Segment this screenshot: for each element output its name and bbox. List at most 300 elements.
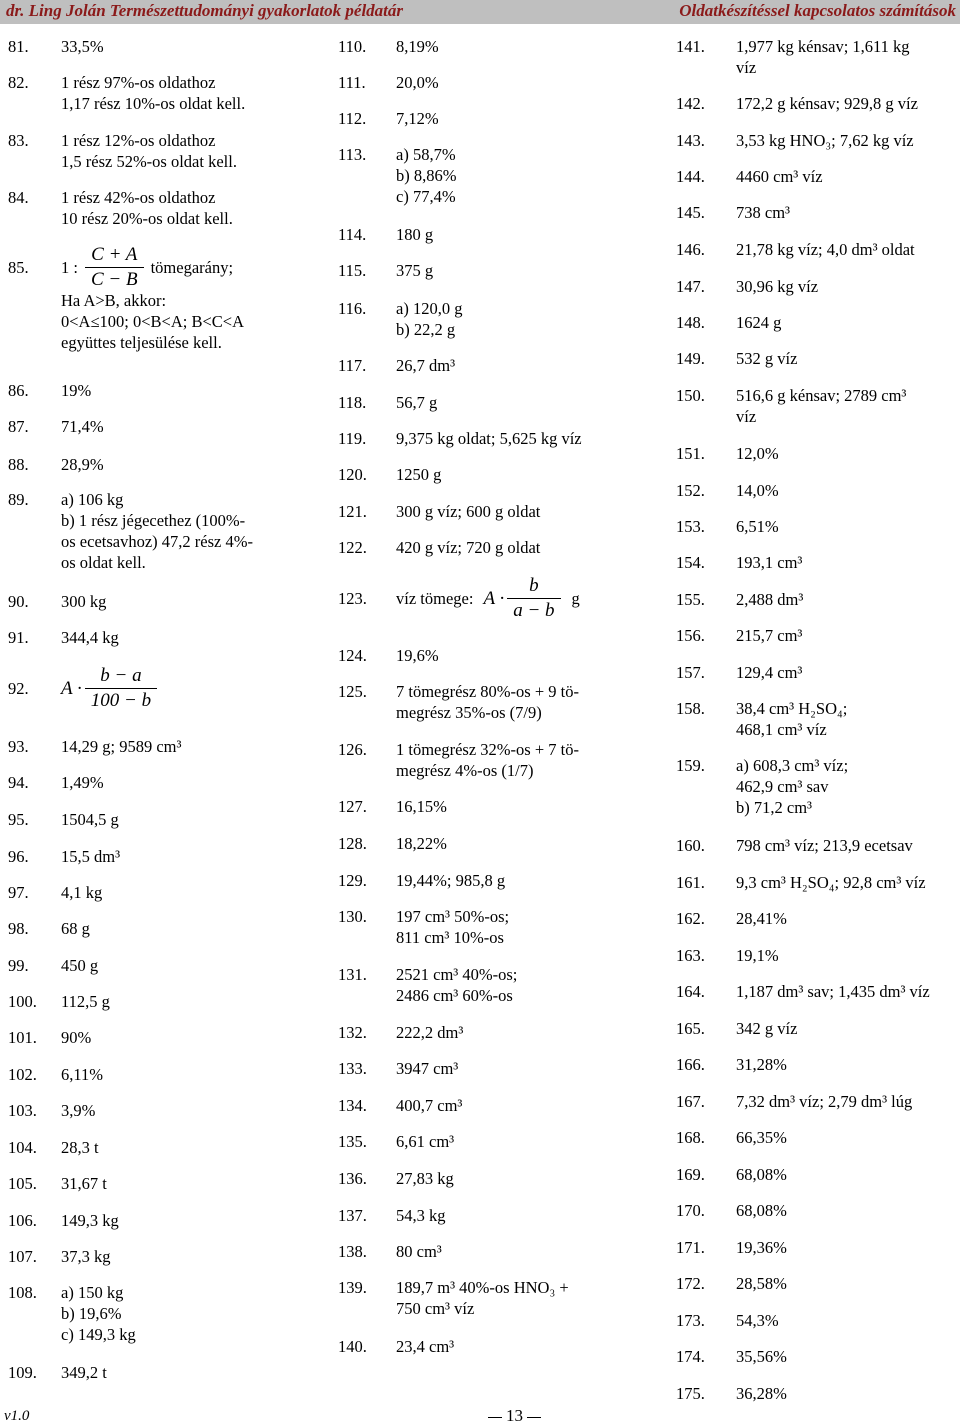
answer-item <box>676 1054 956 1075</box>
answer-line: a) 608,3 cm³ víz; <box>736 756 849 775</box>
answer-text <box>396 260 628 281</box>
answer-number: 86. <box>8 381 29 400</box>
answer-number: 118. <box>338 393 367 412</box>
answer-line: 215,7 cm³ <box>736 626 803 645</box>
answer-text <box>396 870 628 891</box>
answer-line: 516,6 g kénsav; 2789 cm³ <box>736 386 907 405</box>
answer-text <box>396 1058 628 1079</box>
answer-line: 1,5 rész 52%-os oldat kell. <box>61 152 237 171</box>
answer-line: megrész 35%-os (7/9) <box>396 703 542 722</box>
answer-text <box>396 392 628 413</box>
answer-text <box>736 276 956 297</box>
answer-text <box>736 1091 956 1112</box>
answer-text <box>61 454 308 475</box>
answer-number: 119. <box>338 429 367 448</box>
answer-item <box>676 443 956 464</box>
answer-text <box>61 991 308 1012</box>
answer-line: 1 rész 97%-os oldathoz <box>61 73 216 92</box>
answer-number: 83. <box>8 131 29 150</box>
answer-line: 462,9 cm³ sav <box>736 777 829 796</box>
answer-number: 166. <box>676 1055 705 1074</box>
answer-item <box>338 355 628 376</box>
answer-number: 168. <box>676 1128 705 1147</box>
answer-item <box>676 1018 956 1039</box>
answer-item <box>676 348 956 369</box>
answer-item <box>338 964 628 1006</box>
answer-item <box>8 380 308 401</box>
answer-number: 167. <box>676 1092 705 1111</box>
answer-item <box>338 870 628 891</box>
answer-text <box>396 1336 628 1357</box>
answer-number: 111. <box>338 73 366 92</box>
answer-number: 128. <box>338 834 367 853</box>
answer-item <box>676 1310 956 1331</box>
answer-item <box>676 872 956 893</box>
answer-line: 1 rész 12%-os oldathoz <box>61 131 216 150</box>
answer-line: 56,7 g <box>396 393 438 412</box>
answer-item <box>676 981 956 1002</box>
answer-number: 135. <box>338 1132 367 1151</box>
answer-number: 85. <box>8 257 29 277</box>
answer-item <box>338 681 628 723</box>
answer-item <box>676 945 956 966</box>
answer-number: 101. <box>8 1028 37 1047</box>
answer-item <box>676 312 956 333</box>
answer-item <box>8 1362 308 1383</box>
answer-item <box>338 501 628 522</box>
answer-text <box>61 1210 308 1231</box>
answer-line: 1 tömegrész 32%-os + 7 tö- <box>396 740 579 759</box>
answer-number: 82. <box>8 73 29 92</box>
answer-text <box>61 380 308 401</box>
answer-item <box>676 202 956 223</box>
answer-number: 96. <box>8 847 29 866</box>
answer-text <box>396 355 628 376</box>
answer-item <box>338 833 628 854</box>
answer-item <box>676 1273 956 1294</box>
answer-line: víz <box>736 407 757 426</box>
answer-text <box>736 166 956 187</box>
answer-item <box>338 224 628 245</box>
answer-number: 144. <box>676 167 705 186</box>
answer-text <box>396 1241 628 1262</box>
answer-number: 141. <box>676 37 705 56</box>
answer-number: 95. <box>8 810 29 829</box>
answer-item <box>338 464 628 485</box>
answer-item <box>8 918 308 939</box>
answer-item <box>338 144 628 207</box>
answer-text <box>736 1018 956 1039</box>
fraction-numerator: b <box>529 575 539 596</box>
answer-line: 30,96 kg víz <box>736 277 819 296</box>
answer-number: 146. <box>676 240 705 259</box>
answer-line: 3,53 kg HNO₃; 7,62 kg víz <box>736 131 914 150</box>
answer-item <box>338 260 628 281</box>
answer-line: 16,15% <box>396 797 447 816</box>
answer-text <box>396 144 628 207</box>
answer-number: 151. <box>676 444 705 463</box>
answer-item <box>8 36 308 57</box>
answer-number: 123. <box>338 588 367 608</box>
answer-line: 6,61 cm³ <box>396 1132 455 1151</box>
answer-line: 197 cm³ 50%-os; <box>396 907 510 926</box>
answer-text <box>396 681 628 723</box>
answer-number: 152. <box>676 481 705 500</box>
answer-text <box>61 1173 308 1194</box>
answer-line: 36,28% <box>736 1384 787 1403</box>
answer-line: 28,9% <box>61 455 104 474</box>
answer-item <box>676 662 956 683</box>
answer-line: 1 rész 42%-os oldathoz <box>61 188 216 207</box>
answer-text <box>61 1064 308 1085</box>
answer-line: 38,4 cm³ H₂SO₄; <box>736 699 848 718</box>
formula-unit: g <box>571 588 580 608</box>
answer-text <box>61 591 308 612</box>
answer-item <box>8 187 308 229</box>
answer-number: 107. <box>8 1247 37 1266</box>
answer-number: 156. <box>676 626 705 645</box>
answer-item <box>676 239 956 260</box>
answer-line: 750 cm³ víz <box>396 1299 475 1318</box>
answer-text <box>396 964 628 1006</box>
answer-number: 89. <box>8 490 29 509</box>
answer-item <box>676 516 956 537</box>
answer-item <box>338 392 628 413</box>
answer-line: 12,0% <box>736 444 779 463</box>
answer-number: 122. <box>338 538 367 557</box>
answer-number: 120. <box>338 465 367 484</box>
answer-line: 28,58% <box>736 1274 787 1293</box>
answer-line: 7,32 dm³ víz; 2,79 dm³ lúg <box>736 1092 913 1111</box>
answer-item <box>338 108 628 129</box>
answer-line: a) 150 kg <box>61 1283 124 1302</box>
answer-line: b) 71,2 cm³ <box>736 798 812 817</box>
answer-item-123 <box>338 574 580 623</box>
answer-line: 14,0% <box>736 481 779 500</box>
answer-item <box>676 1237 956 1258</box>
answer-line: 68 g <box>61 919 90 938</box>
answer-line: 9,3 cm³ H₂SO₄; 92,8 cm³ víz <box>736 873 926 892</box>
answer-line: 189,7 m³ 40%-os HNO₃ + <box>396 1278 569 1297</box>
answer-text <box>61 1137 308 1158</box>
answer-line: 19% <box>61 381 92 400</box>
answer-line: 193,1 cm³ <box>736 553 803 572</box>
answer-line: 6,51% <box>736 517 779 536</box>
answer-number: 131. <box>338 965 367 984</box>
answer-item <box>8 489 308 573</box>
formula-lead: A · <box>61 677 82 699</box>
answer-number: 157. <box>676 663 705 682</box>
answer-text <box>396 298 628 340</box>
answer-line: 2521 cm³ 40%-os; <box>396 965 518 984</box>
answer-line: 468,1 cm³ víz <box>736 720 827 739</box>
answer-item <box>8 130 308 172</box>
answer-number: 154. <box>676 553 705 572</box>
answer-line: 54,3% <box>736 1311 779 1330</box>
answer-item <box>8 1027 308 1048</box>
answer-text <box>736 36 956 78</box>
answer-item <box>338 1205 628 1226</box>
answer-text <box>736 1237 956 1258</box>
answer-text <box>61 36 308 57</box>
answer-item <box>338 537 628 558</box>
answer-text <box>61 736 308 757</box>
answer-line: 342 g víz <box>736 1019 798 1038</box>
answer-line: 2,488 dm³ <box>736 590 804 609</box>
answer-item <box>676 1200 956 1221</box>
answer-line: os oldat kell. <box>61 553 146 572</box>
answer-number: 170. <box>676 1201 705 1220</box>
answer-text <box>736 1054 956 1075</box>
answer-number: 130. <box>338 907 367 926</box>
answer-line: 26,7 dm³ <box>396 356 456 375</box>
answer-text <box>736 662 956 683</box>
answer-text <box>396 36 628 57</box>
answer-number: 138. <box>338 1242 367 1261</box>
answer-number: 81. <box>8 37 29 56</box>
answer-line: 20,0% <box>396 73 439 92</box>
answer-text <box>736 872 956 893</box>
answer-line: 300 kg <box>61 592 107 611</box>
answer-number: 173. <box>676 1311 705 1330</box>
answer-number: 160. <box>676 836 705 855</box>
answer-text <box>396 739 628 781</box>
answer-number: 174. <box>676 1347 705 1366</box>
answer-text <box>736 589 956 610</box>
answer-line: c) 149,3 kg <box>61 1325 136 1344</box>
answer-line: 1,187 dm³ sav; 1,435 dm³ víz <box>736 982 930 1001</box>
answer-line: Ha A>B, akkor: <box>61 291 167 310</box>
answer-item <box>8 809 308 830</box>
answer-line: 2486 cm³ 60%-os <box>396 986 513 1005</box>
answer-text <box>736 312 956 333</box>
answer-line: 54,3 kg <box>396 1206 446 1225</box>
answer-line: 15,5 dm³ <box>61 847 121 866</box>
answer-text <box>736 908 956 929</box>
answer-number: 109. <box>8 1363 37 1382</box>
footer-version: v1.0 <box>4 1408 30 1424</box>
answer-line: 28,41% <box>736 909 787 928</box>
answer-line: 1504,5 g <box>61 810 119 829</box>
answer-item <box>8 72 308 114</box>
answer-text <box>61 918 308 939</box>
answer-text <box>396 645 628 666</box>
answer-number: 87. <box>8 417 29 436</box>
answer-number: 133. <box>338 1059 367 1078</box>
answer-item <box>676 276 956 297</box>
answer-number: 108. <box>8 1283 37 1302</box>
answer-line: 18,22% <box>396 834 447 853</box>
answer-text <box>396 1168 628 1189</box>
answer-number: 93. <box>8 737 29 756</box>
answer-item <box>338 796 628 817</box>
answer-number: 143. <box>676 131 705 150</box>
answer-number: 147. <box>676 277 705 296</box>
answer-text <box>61 416 308 437</box>
answer-item <box>676 835 956 856</box>
ratio-prefix: 1 : <box>61 257 78 277</box>
answer-text <box>396 428 628 449</box>
answer-item <box>338 906 628 948</box>
answer-item <box>338 72 628 93</box>
answer-line: 222,2 dm³ <box>396 1023 464 1042</box>
answer-item <box>676 166 956 187</box>
answer-item <box>8 1064 308 1085</box>
answer-line: megrész 4%-os (1/7) <box>396 761 534 780</box>
answer-line: 21,78 kg víz; 4,0 dm³ oldat <box>736 240 915 259</box>
answer-text <box>736 385 956 427</box>
answer-line: 6,11% <box>61 1065 104 1084</box>
answer-text <box>61 882 308 903</box>
answer-line: 450 g <box>61 956 99 975</box>
answer-line: 66,35% <box>736 1128 787 1147</box>
answer-item <box>676 1346 956 1367</box>
answer-item-85 <box>8 243 308 353</box>
answer-text <box>736 1273 956 1294</box>
answer-line: 798 cm³ víz; 213,9 ecetsav <box>736 836 913 855</box>
answer-line: 9,375 kg oldat; 5,625 kg víz <box>396 429 582 448</box>
answer-line: 33,5% <box>61 37 104 56</box>
answer-item <box>338 645 628 666</box>
answer-text <box>736 755 956 818</box>
answer-number: 103. <box>8 1101 37 1120</box>
answer-text <box>396 464 628 485</box>
answer-line: 71,4% <box>61 417 104 436</box>
answer-item <box>338 1131 628 1152</box>
answer-line: 1250 g <box>396 465 442 484</box>
answer-item <box>8 1137 308 1158</box>
answer-number: 153. <box>676 517 705 536</box>
answer-text <box>396 537 628 558</box>
answer-item <box>338 1241 628 1262</box>
answer-item <box>676 698 956 740</box>
answer-line: 738 cm³ <box>736 203 790 222</box>
answer-item-92 <box>8 664 154 713</box>
answer-line: 0<A≤100; 0<B<A; B<C<A <box>61 312 245 331</box>
answer-line: 3,9% <box>61 1101 96 1120</box>
answer-line: 344,4 kg <box>61 628 119 647</box>
answer-line: 19,44%; 985,8 g <box>396 871 506 890</box>
answer-line: 1,49% <box>61 773 104 792</box>
answer-text <box>61 489 308 573</box>
answer-item <box>676 480 956 501</box>
answer-number: 125. <box>338 682 367 701</box>
answer-number: 137. <box>338 1206 367 1225</box>
answer-number: 164. <box>676 982 705 1001</box>
answer-line: 27,83 kg <box>396 1169 454 1188</box>
answer-text <box>396 108 628 129</box>
answer-number: 155. <box>676 590 705 609</box>
answer-line: 68,08% <box>736 1201 787 1220</box>
answer-number: 105. <box>8 1174 37 1193</box>
answer-number: 112. <box>338 109 367 128</box>
answer-text <box>736 516 956 537</box>
answer-number: 136. <box>338 1169 367 1188</box>
answer-line: 35,56% <box>736 1347 787 1366</box>
answer-line: 28,3 t <box>61 1138 99 1157</box>
answer-item <box>8 991 308 1012</box>
answer-number: 159. <box>676 756 705 775</box>
answer-text <box>736 625 956 646</box>
answer-line: 1,17 rész 10%-os oldat kell. <box>61 94 246 113</box>
answer-text <box>396 1277 628 1319</box>
answer-number: 117. <box>338 356 367 375</box>
ratio-suffix: tömegarány; <box>150 257 234 277</box>
answer-text <box>736 1164 956 1185</box>
answer-text <box>736 202 956 223</box>
answer-text <box>736 698 956 740</box>
answer-number: 90. <box>8 592 29 611</box>
answer-item <box>8 1282 308 1345</box>
answer-text <box>61 955 308 976</box>
answer-text <box>736 835 956 856</box>
answer-number: 124. <box>338 646 367 665</box>
answer-text <box>396 833 628 854</box>
answer-number: 99. <box>8 956 29 975</box>
answer-text <box>61 809 308 830</box>
answer-line: 14,29 g; 9589 cm³ <box>61 737 182 756</box>
answer-line: 4460 cm³ víz <box>736 167 823 186</box>
answer-item <box>8 591 308 612</box>
answer-text <box>396 1205 628 1226</box>
answer-line: 349,2 t <box>61 1363 107 1382</box>
answer-item <box>676 36 956 78</box>
answer-line: os ecetsavhoz) 47,2 rész 4%- <box>61 532 253 551</box>
answer-text <box>61 627 308 648</box>
answer-text <box>736 945 956 966</box>
answer-item <box>338 1336 628 1357</box>
answer-text <box>736 1383 956 1404</box>
answer-item <box>676 908 956 929</box>
fraction-denominator: C − B <box>90 269 138 290</box>
answer-line: 811 cm³ 10%-os <box>396 928 504 947</box>
answer-line: 532 g víz <box>736 349 798 368</box>
answer-number: 175. <box>676 1384 705 1403</box>
answer-item <box>8 454 308 475</box>
answer-text <box>736 348 956 369</box>
answer-line: együttes teljesülése kell. <box>61 333 222 352</box>
answer-number: 149. <box>676 349 705 368</box>
mass-ratio-fraction <box>88 243 141 292</box>
answer-line: 7,12% <box>396 109 439 128</box>
answer-line: 68,08% <box>736 1165 787 1184</box>
answer-number: 150. <box>676 386 705 405</box>
answer-line: 8,19% <box>396 37 439 56</box>
answer-text <box>396 906 628 948</box>
answer-number: 165. <box>676 1019 705 1038</box>
answer-number: 88. <box>8 455 29 474</box>
answer-text <box>61 846 308 867</box>
formula-fraction <box>510 574 557 623</box>
answer-text <box>61 1362 308 1383</box>
answer-item <box>338 1277 628 1319</box>
answer-item <box>676 625 956 646</box>
answer-number: 171. <box>676 1238 705 1257</box>
answer-item <box>8 1173 308 1194</box>
answer-item <box>8 416 308 437</box>
answer-text <box>736 239 956 260</box>
answer-text <box>61 1246 308 1267</box>
answer-item <box>676 1127 956 1148</box>
answer-item <box>8 882 308 903</box>
answer-text <box>736 480 956 501</box>
answer-number: 172. <box>676 1274 705 1293</box>
answer-line: 1,977 kg kénsav; 1,611 kg <box>736 37 910 56</box>
answer-text <box>396 501 628 522</box>
answer-number: 116. <box>338 299 367 318</box>
answer-text <box>736 130 956 151</box>
answer-number: 132. <box>338 1023 367 1042</box>
